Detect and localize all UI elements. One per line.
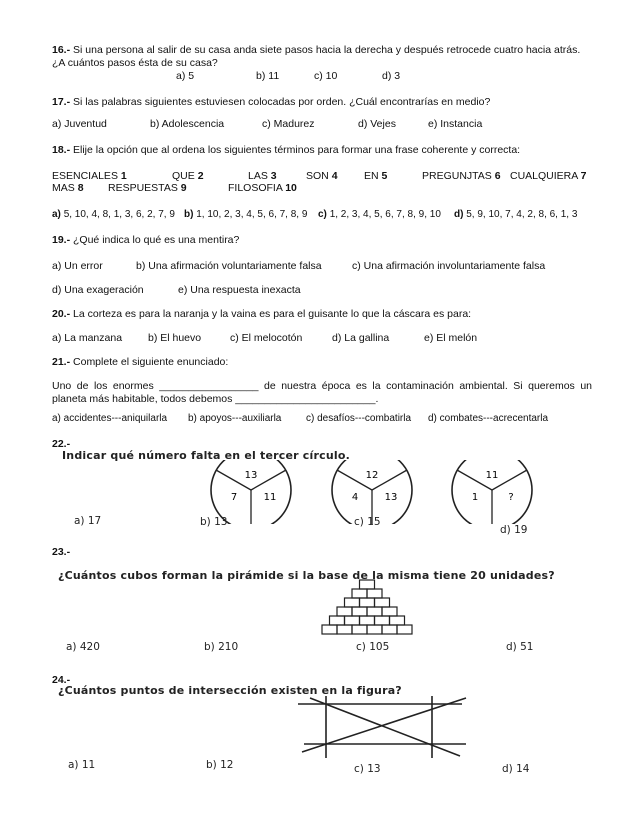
option-a[interactable]: a) 420 [66, 641, 100, 653]
option-e[interactable]: e) El melón [424, 332, 478, 344]
question-text: La corteza es para la naranja y la vaina es para el guisante lo que la cáscara es para: [73, 308, 472, 320]
cube [367, 625, 382, 634]
question-21-body: Uno de los enormes _________________ de nuestra época es la contaminación ambiental. Si queremos un planeta más habitable, todos debemos ________________________. [52, 380, 592, 405]
question-number: 18.- [52, 144, 71, 156]
cube [382, 607, 397, 616]
option-a[interactable]: a) 11 [68, 759, 96, 771]
cube [352, 589, 367, 598]
option-d[interactable]: d) Una exageración [52, 284, 144, 296]
option-d[interactable]: d) 14 [502, 763, 530, 775]
option-c[interactable]: c) 15 [354, 516, 381, 528]
term-7: CUALQUIERA 7 [510, 170, 587, 182]
cube [337, 625, 352, 634]
option-a[interactable]: a) 5 [176, 70, 195, 82]
cube [330, 616, 345, 625]
option-b[interactable]: b) 12 [206, 759, 234, 771]
question-23-title: ¿Cuántos cubos forman la pirámide si la base de la misma tiene 20 unidades? [58, 569, 555, 582]
option-c[interactable]: c) 10 [314, 70, 338, 82]
cube [345, 616, 360, 625]
option-b[interactable]: b) 13 [200, 516, 228, 528]
option-c[interactable]: c) 1, 2, 3, 4, 5, 6, 7, 8, 9, 10 [318, 209, 441, 220]
option-b[interactable]: b) 210 [204, 641, 239, 653]
question-19 [52, 234, 592, 247]
term-9: RESPUESTAS 9 [108, 182, 187, 194]
question-text: ¿Qué indica lo qué es una mentira? [73, 234, 240, 246]
question-20 [52, 308, 592, 321]
circle-3-right: ? [508, 492, 514, 503]
term-8: MAS 8 [52, 182, 84, 194]
option-d[interactable]: d) 51 [506, 641, 534, 653]
question-number: 20.- [52, 308, 71, 320]
cube [322, 625, 337, 634]
question-number: 21.- [52, 356, 71, 368]
question-text: Si una persona al salir de su casa anda siete pasos hacia la derecha y después retrocede cuatro hacia atrás. ¿A cuántos pasos ésta de su casa? [52, 44, 581, 69]
question-number: 23.- [52, 546, 71, 558]
option-b[interactable]: b) 11 [256, 70, 280, 82]
option-b[interactable]: b) Adolescencia [150, 118, 225, 130]
term-1: ESENCIALES 1 [52, 170, 127, 182]
option-d[interactable]: d) La gallina [332, 332, 390, 344]
option-c[interactable]: c) 13 [354, 763, 381, 775]
term-5: EN 5 [364, 170, 388, 182]
circle-2-left: 4 [351, 492, 359, 503]
question-24-title: ¿Cuántos puntos de intersección existen en la figura? [58, 684, 402, 697]
option-a[interactable]: a) 17 [74, 515, 102, 527]
option-c[interactable]: c) desafíos---combatirla [306, 413, 412, 424]
circles-figure [200, 460, 600, 524]
term-3: LAS 3 [248, 170, 277, 182]
cube [367, 589, 382, 598]
question-text: Complete el siguiente enunciado: [73, 356, 229, 368]
question-text: Si las palabras siguientes estuviesen colocadas por orden. ¿Cuál encontrarías en medio? [73, 96, 491, 108]
question-17 [52, 96, 592, 109]
option-e[interactable]: e) Instancia [428, 118, 483, 130]
circle-1-top: 13 [244, 470, 258, 481]
circle-3 [452, 460, 532, 524]
cube [352, 625, 367, 634]
question-18 [52, 144, 592, 157]
term-10: FILOSOFIA 10 [228, 182, 297, 194]
option-d[interactable]: d) combates---acrecentarla [428, 413, 549, 424]
intersection-figure [290, 696, 470, 758]
cube [360, 616, 375, 625]
circle-2 [332, 460, 412, 524]
option-e[interactable]: e) Una respuesta inexacta [178, 284, 301, 296]
cube [390, 616, 405, 625]
term-4: SON 4 [306, 170, 338, 182]
circle-1-right: 11 [263, 492, 277, 503]
circle-2-right: 13 [384, 492, 398, 503]
cube-pyramid-figure [318, 578, 418, 636]
term-6: PREGUNJTAS 6 [422, 170, 501, 182]
cube [337, 607, 352, 616]
option-d[interactable]: d) 5, 9, 10, 7, 4, 2, 8, 6, 1, 3 [454, 209, 578, 220]
option-b[interactable]: b) El huevo [148, 332, 202, 344]
option-d[interactable]: d) 19 [500, 524, 528, 536]
question-22-title: Indicar qué número falta en el tercer círculo. [62, 449, 350, 462]
option-a[interactable]: a) accidentes---aniquilarla [52, 413, 168, 424]
option-a[interactable]: a) La manzana [52, 332, 123, 344]
cube [360, 580, 375, 589]
question-23 [52, 546, 592, 559]
cube [375, 598, 390, 607]
option-a[interactable]: a) 5, 10, 4, 8, 1, 3, 6, 2, 7, 9 [52, 209, 175, 220]
question-number: 22.- [52, 438, 71, 450]
question-number: 19.- [52, 234, 71, 246]
option-a[interactable]: a) Un error [52, 260, 103, 272]
cube [375, 616, 390, 625]
question-number: 24.- [52, 674, 71, 686]
option-c[interactable]: c) Madurez [262, 118, 315, 130]
cube [382, 625, 397, 634]
cube [345, 598, 360, 607]
option-d[interactable]: d) Vejes [358, 118, 396, 130]
question-number: 17.- [52, 96, 71, 108]
option-b[interactable]: b) Una afirmación voluntariamente falsa [136, 260, 322, 272]
option-c[interactable]: c) El melocotón [230, 332, 303, 344]
cube [352, 607, 367, 616]
option-b[interactable]: b) 1, 10, 2, 3, 4, 5, 6, 7, 8, 9 [184, 209, 308, 220]
cube [397, 625, 412, 634]
option-a[interactable]: a) Juventud [52, 118, 107, 130]
option-c[interactable]: c) Una afirmación involuntariamente falsa [352, 260, 546, 272]
term-2: QUE 2 [172, 170, 204, 182]
question-16 [52, 44, 592, 70]
option-b[interactable]: b) apoyos---auxiliarla [188, 413, 282, 424]
option-d[interactable]: d) 3 [382, 70, 401, 82]
circle-2-top: 12 [365, 470, 379, 481]
circle-1-left: 7 [230, 492, 238, 503]
cube [367, 607, 382, 616]
option-c[interactable]: c) 105 [356, 641, 390, 653]
cube [360, 598, 375, 607]
question-number: 16.- [52, 44, 71, 56]
circle-3-left: 1 [471, 492, 479, 503]
circle-3-top: 11 [485, 470, 499, 481]
question-text: Elije la opción que al ordena los siguientes términos para formar una frase coherente y correcta: [73, 144, 521, 156]
circle-1 [211, 460, 291, 524]
question-21 [52, 356, 592, 369]
